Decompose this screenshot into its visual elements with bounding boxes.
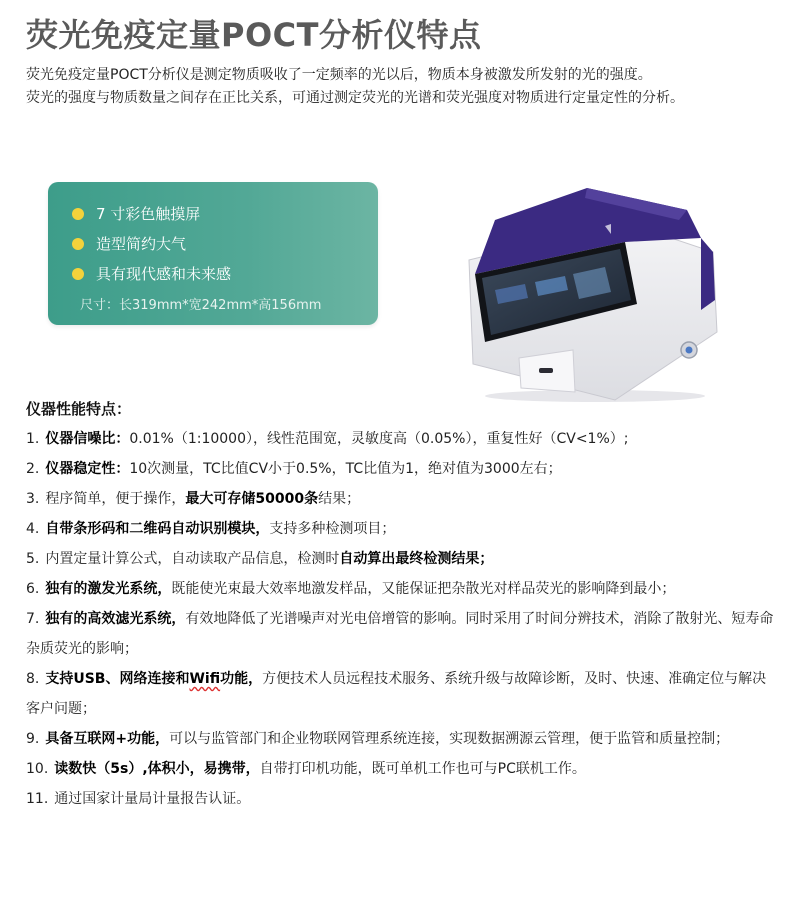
- page-title: 荧光免疫定量POCT分析仪特点: [26, 16, 482, 54]
- spec-highlight: 自动算出最终检测结果；: [339, 551, 494, 567]
- poct-analyzer-image: [455, 182, 720, 404]
- feature-list: [72, 199, 231, 289]
- spec-highlight: 独有的高效滤光系统，: [45, 611, 186, 627]
- spec-item: [26, 724, 778, 754]
- spec-highlight: 功能，: [220, 671, 263, 687]
- intro-line: 荧光的强度与物质数量之间存在正比关系，可通过测定荧光的光谱和荧光强度对物质进行定量定性的分析。: [26, 90, 684, 106]
- spec-item: [26, 424, 778, 454]
- spec-number: 9.: [26, 731, 40, 747]
- spec-item: [26, 484, 778, 514]
- spec-item: [26, 664, 778, 724]
- spec-item: [26, 544, 778, 574]
- spec-text: 自带打印机功能，既可单机工作也可与PC联机工作。: [259, 761, 586, 777]
- spec-number: 5.: [26, 551, 40, 567]
- spec-list: [26, 424, 778, 814]
- section-heading: 仪器性能特点：: [26, 400, 132, 418]
- spec-number: 1.: [26, 431, 40, 447]
- spec-number: 4.: [26, 521, 40, 537]
- intro-paragraph: [26, 64, 786, 110]
- spec-highlight: 最大可存储50000条: [185, 491, 319, 507]
- feature-item: [72, 229, 231, 259]
- feature-item-label: 7 寸彩色触摸屏: [96, 205, 201, 223]
- spec-number: 6.: [26, 581, 40, 597]
- spec-item: [26, 604, 778, 664]
- bullet-dot-icon: [72, 268, 84, 280]
- spec-highlight: 具备互联网+功能，: [45, 731, 170, 747]
- spec-text: 程序简单，便于操作，: [45, 491, 186, 507]
- spec-highlight: Wifi: [189, 671, 221, 687]
- spec-text: 内置定量计算公式，自动读取产品信息，检测时: [45, 551, 340, 567]
- spec-text: 支持多种检测项目；: [269, 521, 396, 537]
- spec-highlight: 独有的激发光系统，: [45, 581, 172, 597]
- spec-item: [26, 784, 778, 814]
- spec-number: 7.: [26, 611, 40, 627]
- spec-text: 0.01%（1:10000），线性范围宽，灵敏度高（0.05%），重复性好（CV<1%）;: [129, 431, 629, 447]
- spec-text: 可以与监管部门和企业物联网管理系统连接，实现数据溯源云管理，便于监管和质量控制；: [169, 731, 730, 747]
- feature-item-label: 具有现代感和未来感: [96, 265, 232, 283]
- spec-item: [26, 454, 778, 484]
- feature-card: [48, 182, 378, 325]
- feature-item: [72, 259, 231, 289]
- spec-number: 2.: [26, 461, 40, 477]
- spec-item: [26, 514, 778, 544]
- spec-number: 11.: [26, 791, 49, 807]
- feature-item-label: 造型简约大气: [96, 235, 187, 253]
- spec-highlight: 自带条形码和二维码自动识别模块，: [45, 521, 270, 537]
- spec-text: 有效地降低了光谱噪声对光电倍增管的影响。同时采用了时间分辨技术，消除了散射光、短寿命杂质荧光的影响；: [26, 611, 774, 657]
- spec-highlight: 仪器稳定性：: [45, 461, 130, 477]
- spec-text: 结果；: [318, 491, 361, 507]
- spec-text: 既能使光束最大效率地激发样品，又能保证把杂散光对样品荧光的影响降到最小；: [171, 581, 676, 597]
- spec-number: 10.: [26, 761, 49, 777]
- feature-item: [72, 199, 231, 229]
- spec-highlight: 读数快（5s）,体积小，易携带，: [54, 761, 260, 777]
- spec-item: [26, 574, 778, 604]
- spec-item: [26, 754, 778, 784]
- spec-text: 10次测量，TC比值CV小于0.5%，TC比值为1，绝对值为3000左右；: [129, 461, 562, 477]
- spec-number: 8.: [26, 671, 40, 687]
- spec-text: 方便技术人员远程技术服务、系统升级与故障诊断，及时、快速、准确定位与解决客户问题；: [26, 671, 767, 717]
- intro-line: 荧光免疫定量POCT分析仪是测定物质吸收了一定频率的光以后，物质本身被激发所发射的光的强度。: [26, 67, 652, 83]
- bullet-dot-icon: [72, 238, 84, 250]
- bullet-dot-icon: [72, 208, 84, 220]
- spec-number: 3.: [26, 491, 40, 507]
- spec-highlight: 支持USB、网络连接和: [45, 671, 190, 687]
- spec-text: 通过国家计量局计量报告认证。: [54, 791, 251, 807]
- spec-highlight: 仪器信噪比：: [45, 431, 130, 447]
- size-note: 尺寸：长319mm*宽242mm*高156mm: [80, 298, 322, 313]
